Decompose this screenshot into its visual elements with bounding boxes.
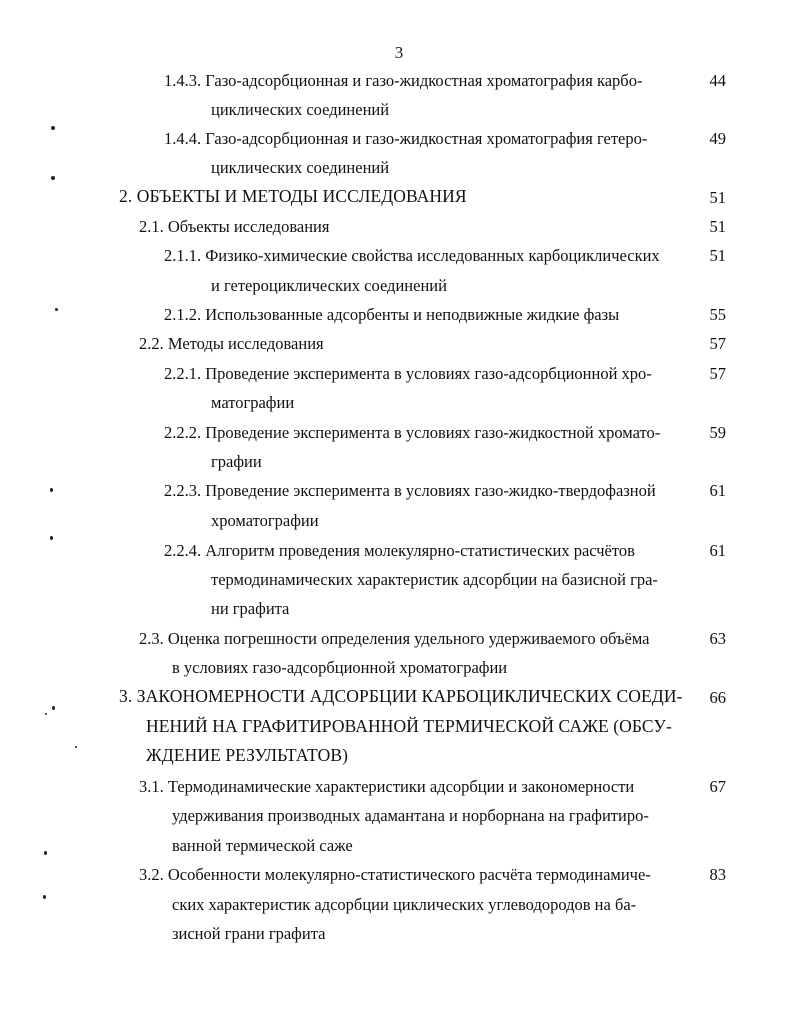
toc-e10-line-2: хроматографии <box>211 511 319 530</box>
scan-speck <box>50 488 53 492</box>
scan-speck <box>51 126 55 130</box>
toc-e13-line-1: 3. ЗАКОНОМЕРНОСТИ АДСОРБЦИИ КАРБОЦИКЛИЧЕСКИХ СОЕДИ- <box>119 686 683 706</box>
toc-e7-line-1: 2.2. Методы исследования <box>139 334 324 353</box>
toc-e13-page: 66 <box>709 688 726 707</box>
scan-speck <box>55 308 58 311</box>
toc-e11-line-1: 2.2.4. Алгоритм проведения молекулярно-статистических расчётов <box>164 541 635 560</box>
toc-e8-line-1: 2.2.1. Проведение эксперимента в условиях газо-адсорбционной хро- <box>164 364 652 383</box>
toc-e13-line-3: ЖДЕНИЕ РЕЗУЛЬТАТОВ) <box>146 745 349 765</box>
toc-e13-line-2: НЕНИЙ НА ГРАФИТИРОВАННОЙ ТЕРМИЧЕСКОЙ САЖЕ (ОБСУ- <box>146 716 672 736</box>
toc-e4-line-1: 2.1. Объекты исследования <box>139 217 330 236</box>
scan-speck <box>52 706 55 710</box>
toc-e14-line-3: ванной термической саже <box>172 836 353 855</box>
toc-e12-page: 63 <box>709 629 726 648</box>
scan-speck <box>51 176 55 180</box>
toc-e6-line-1: 2.1.2. Использованные адсорбенты и неподвижные жидкие фазы <box>164 305 620 324</box>
toc-e15-line-1: 3.2. Особенности молекулярно-статистического расчёта термодинамиче- <box>139 865 651 884</box>
toc-e14-page: 67 <box>709 777 726 796</box>
scan-speck <box>50 536 53 540</box>
toc-e5-line-1: 2.1.1. Физико-химические свойства исследованных карбоциклических <box>164 246 660 265</box>
toc-e4-page: 51 <box>709 217 726 236</box>
scan-speck <box>45 713 47 715</box>
toc-e2-page: 49 <box>709 129 726 148</box>
toc-e11-line-3: ни графита <box>211 599 290 618</box>
toc-e5-page: 51 <box>709 246 726 265</box>
toc-e1-line-2: циклических соединений <box>211 100 390 119</box>
toc-e2-line-2: циклических соединений <box>211 158 390 177</box>
toc-e11-page: 61 <box>709 541 726 560</box>
toc-e12-line-1: 2.3. Оценка погрешности определения удельного удерживаемого объёма <box>139 629 650 648</box>
toc-e8-line-2: матографии <box>211 393 295 412</box>
toc-e15-line-2: ских характеристик адсорбции циклических углеводородов на ба- <box>172 895 637 914</box>
page-number: 3 <box>394 43 404 62</box>
scan-speck <box>44 851 47 855</box>
toc-e7-page: 57 <box>709 334 726 353</box>
toc-e12-line-2: в условиях газо-адсорбционной хроматографии <box>172 658 508 677</box>
toc-e10-page: 61 <box>709 481 726 500</box>
toc-e14-line-1: 3.1. Термодинамические характеристики адсорбции и закономерности <box>139 777 635 796</box>
toc-e8-page: 57 <box>709 364 726 383</box>
toc-e3-line-1: 2. ОБЪЕКТЫ И МЕТОДЫ ИССЛЕДОВАНИЯ <box>119 186 467 206</box>
toc-e14-line-2: удерживания производных адамантана и норборнана на графитиро- <box>172 806 649 825</box>
toc-e1-page: 44 <box>709 71 726 90</box>
toc-e15-line-3: зисной грани графита <box>172 924 326 943</box>
toc-e5-line-2: и гетероциклических соединений <box>211 276 447 295</box>
toc-e10-line-1: 2.2.3. Проведение эксперимента в условиях газо-жидко-твердофазной <box>164 481 656 500</box>
scan-speck <box>43 895 46 899</box>
toc-e15-page: 83 <box>709 865 726 884</box>
toc-e3-page: 51 <box>709 188 726 207</box>
scan-speck <box>75 746 77 748</box>
toc-e9-line-2: графии <box>211 452 262 471</box>
toc-e11-line-2: термодинамических характеристик адсорбции на базисной гра- <box>211 570 658 589</box>
toc-e2-line-1: 1.4.4. Газо-адсорбционная и газо-жидкостная хроматография гетеро- <box>164 129 648 148</box>
toc-e1-line-1: 1.4.3. Газо-адсорбционная и газо-жидкостная хроматография карбо- <box>164 71 643 90</box>
toc-e9-line-1: 2.2.2. Проведение эксперимента в условиях газо-жидкостной хромато- <box>164 423 661 442</box>
toc-e9-page: 59 <box>709 423 726 442</box>
toc-e6-page: 55 <box>709 305 726 324</box>
